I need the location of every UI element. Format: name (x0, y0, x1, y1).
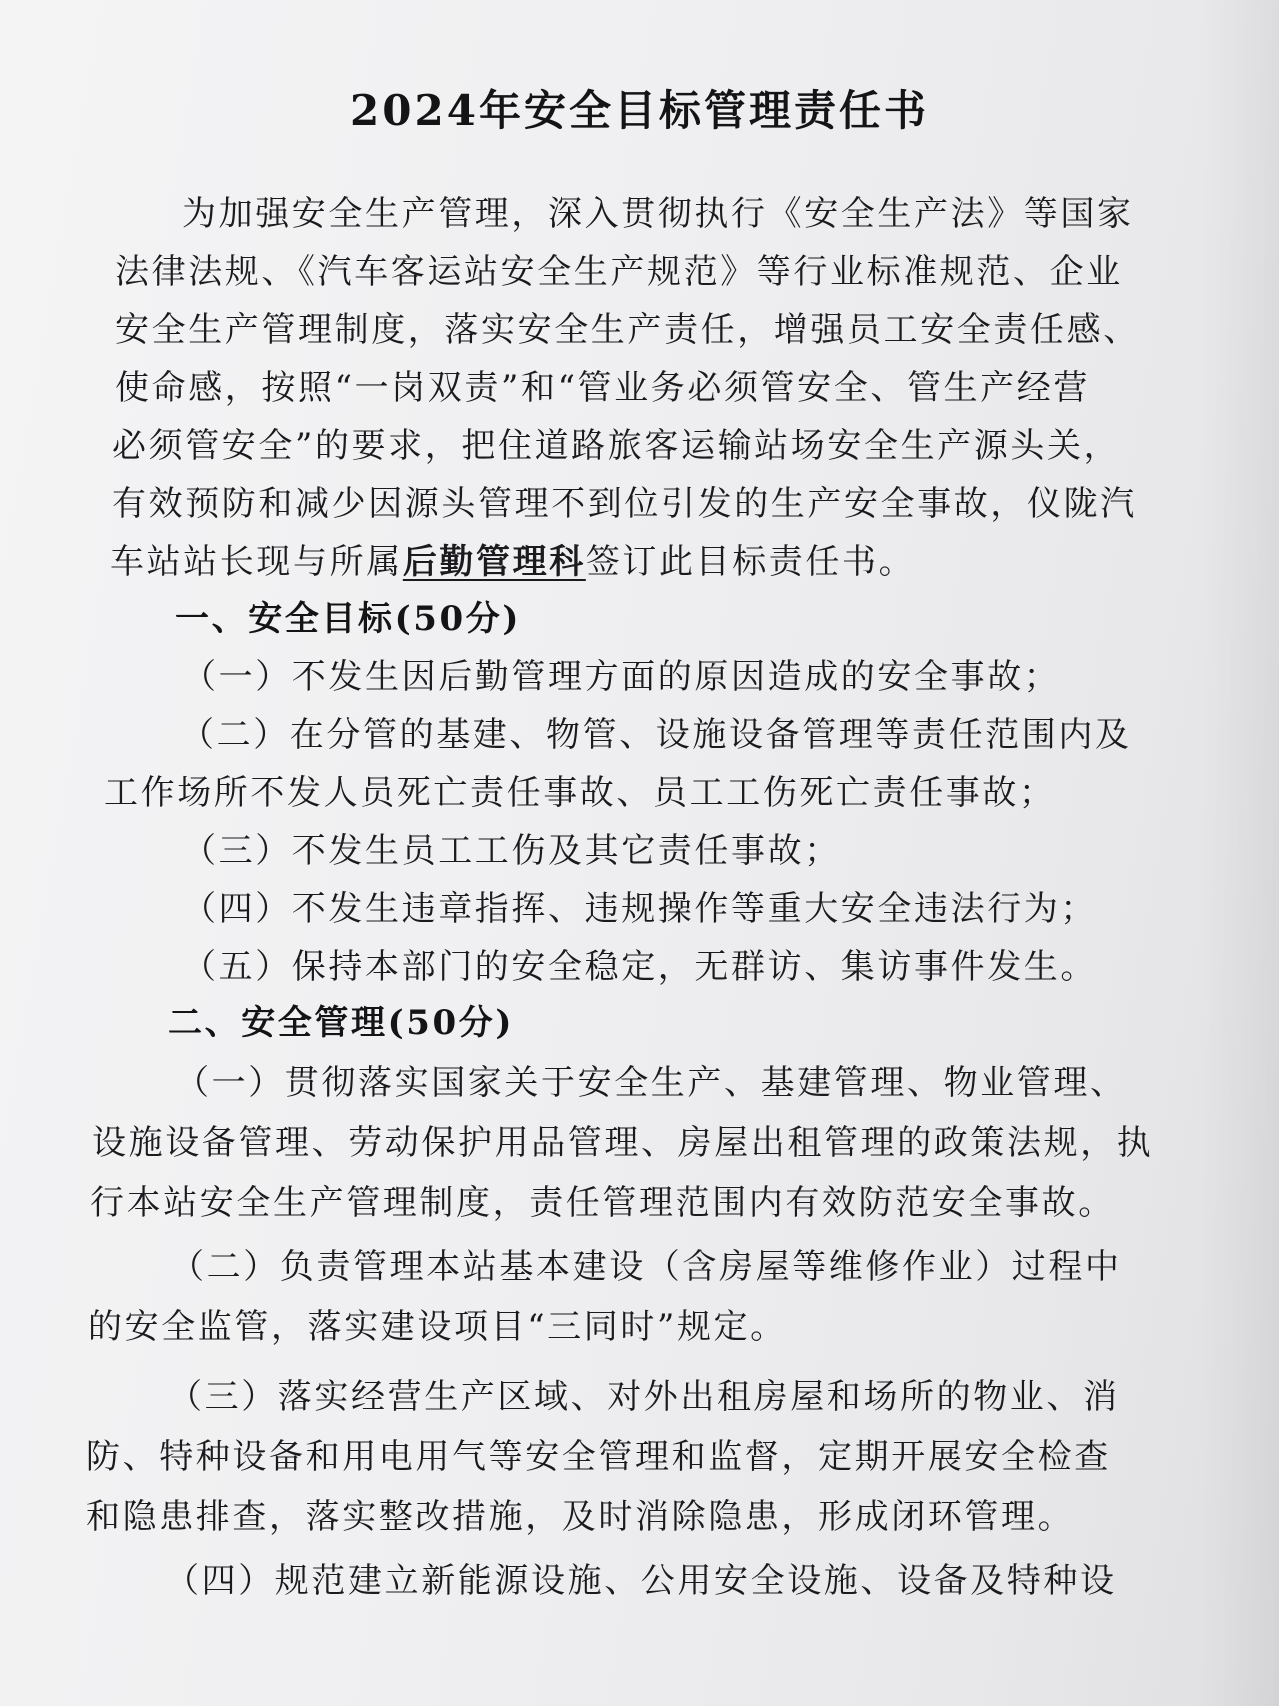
management-item: 设施设备管理、劳动保护用品管理、房屋出租管理的政策法规，执 (92, 1123, 1154, 1163)
management-item: （一）贯彻落实国家关于安全生产、基建管理、物业管理、 (175, 1063, 1127, 1103)
department-name: 后勤管理科 (402, 542, 586, 582)
sign-line-before: 车站站长现与所属 (110, 542, 403, 582)
intro-line: 安全生产管理制度，落实安全生产责任，增强员工安全责任感、 (115, 310, 1140, 350)
management-item: 的安全监管，落实建设项目“三同时”规定。 (88, 1307, 787, 1347)
section-heading-safety-management: 二、安全管理(50分) (168, 1003, 515, 1043)
management-item: 和隐患排查，落实整改措施，及时消除隐患，形成闭环管理。 (86, 1497, 1075, 1537)
goal-item: （一）不发生因后勤管理方面的原因造成的安全事故； (182, 657, 1061, 697)
document-title: 2024年安全目标管理责任书 (350, 86, 929, 135)
sign-line-after: 签订此目标责任书。 (585, 542, 916, 582)
management-item: 防、特种设备和用电用气等安全管理和监督，定期开展安全检查 (86, 1437, 1111, 1477)
goal-item: （四）不发生违章指挥、违规操作等重大安全违法行为； (182, 889, 1097, 929)
goal-item: （三）不发生员工工伤及其它责任事故； (182, 831, 841, 871)
management-item: （三）落实经营生产区域、对外出租房屋和场所的物业、消 (168, 1377, 1120, 1417)
goal-item: （五）保持本部门的安全稳定，无群访、集访事件发生。 (182, 947, 1097, 987)
management-item: （四）规范建立新能源设施、公用安全设施、设备及特种设 (165, 1561, 1117, 1601)
management-item: （二）负责管理本站基本建设（含房屋等维修作业）过程中 (170, 1247, 1122, 1287)
management-item: 行本站安全生产管理制度，责任管理范围内有效防范安全事故。 (90, 1183, 1115, 1223)
sign-line (110, 541, 915, 583)
intro-line: 为加强安全生产管理，深入贯彻执行《安全生产法》等国家 (182, 194, 1134, 234)
goal-item: （二）在分管的基建、物管、设施设备管理等责任范围内及 (180, 715, 1132, 755)
intro-line: 有效预防和减少因源头管理不到位引发的生产安全事故，仪陇汽 (112, 484, 1137, 524)
intro-line: 必须管安全”的要求，把住道路旅客运输站场安全生产源头关， (112, 426, 1121, 466)
section-heading-safety-goals: 一、安全目标(50分) (175, 599, 522, 639)
intro-line: 法律法规、《汽车客运站安全生产规范》等行业标准规范、企业 (115, 252, 1123, 292)
goal-item: 工作场所不发人员死亡责任事故、员工工伤死亡责任事故； (104, 773, 1056, 813)
intro-line: 使命感，按照“一岗双责”和“管业务必须管安全、管生产经营 (115, 368, 1090, 408)
